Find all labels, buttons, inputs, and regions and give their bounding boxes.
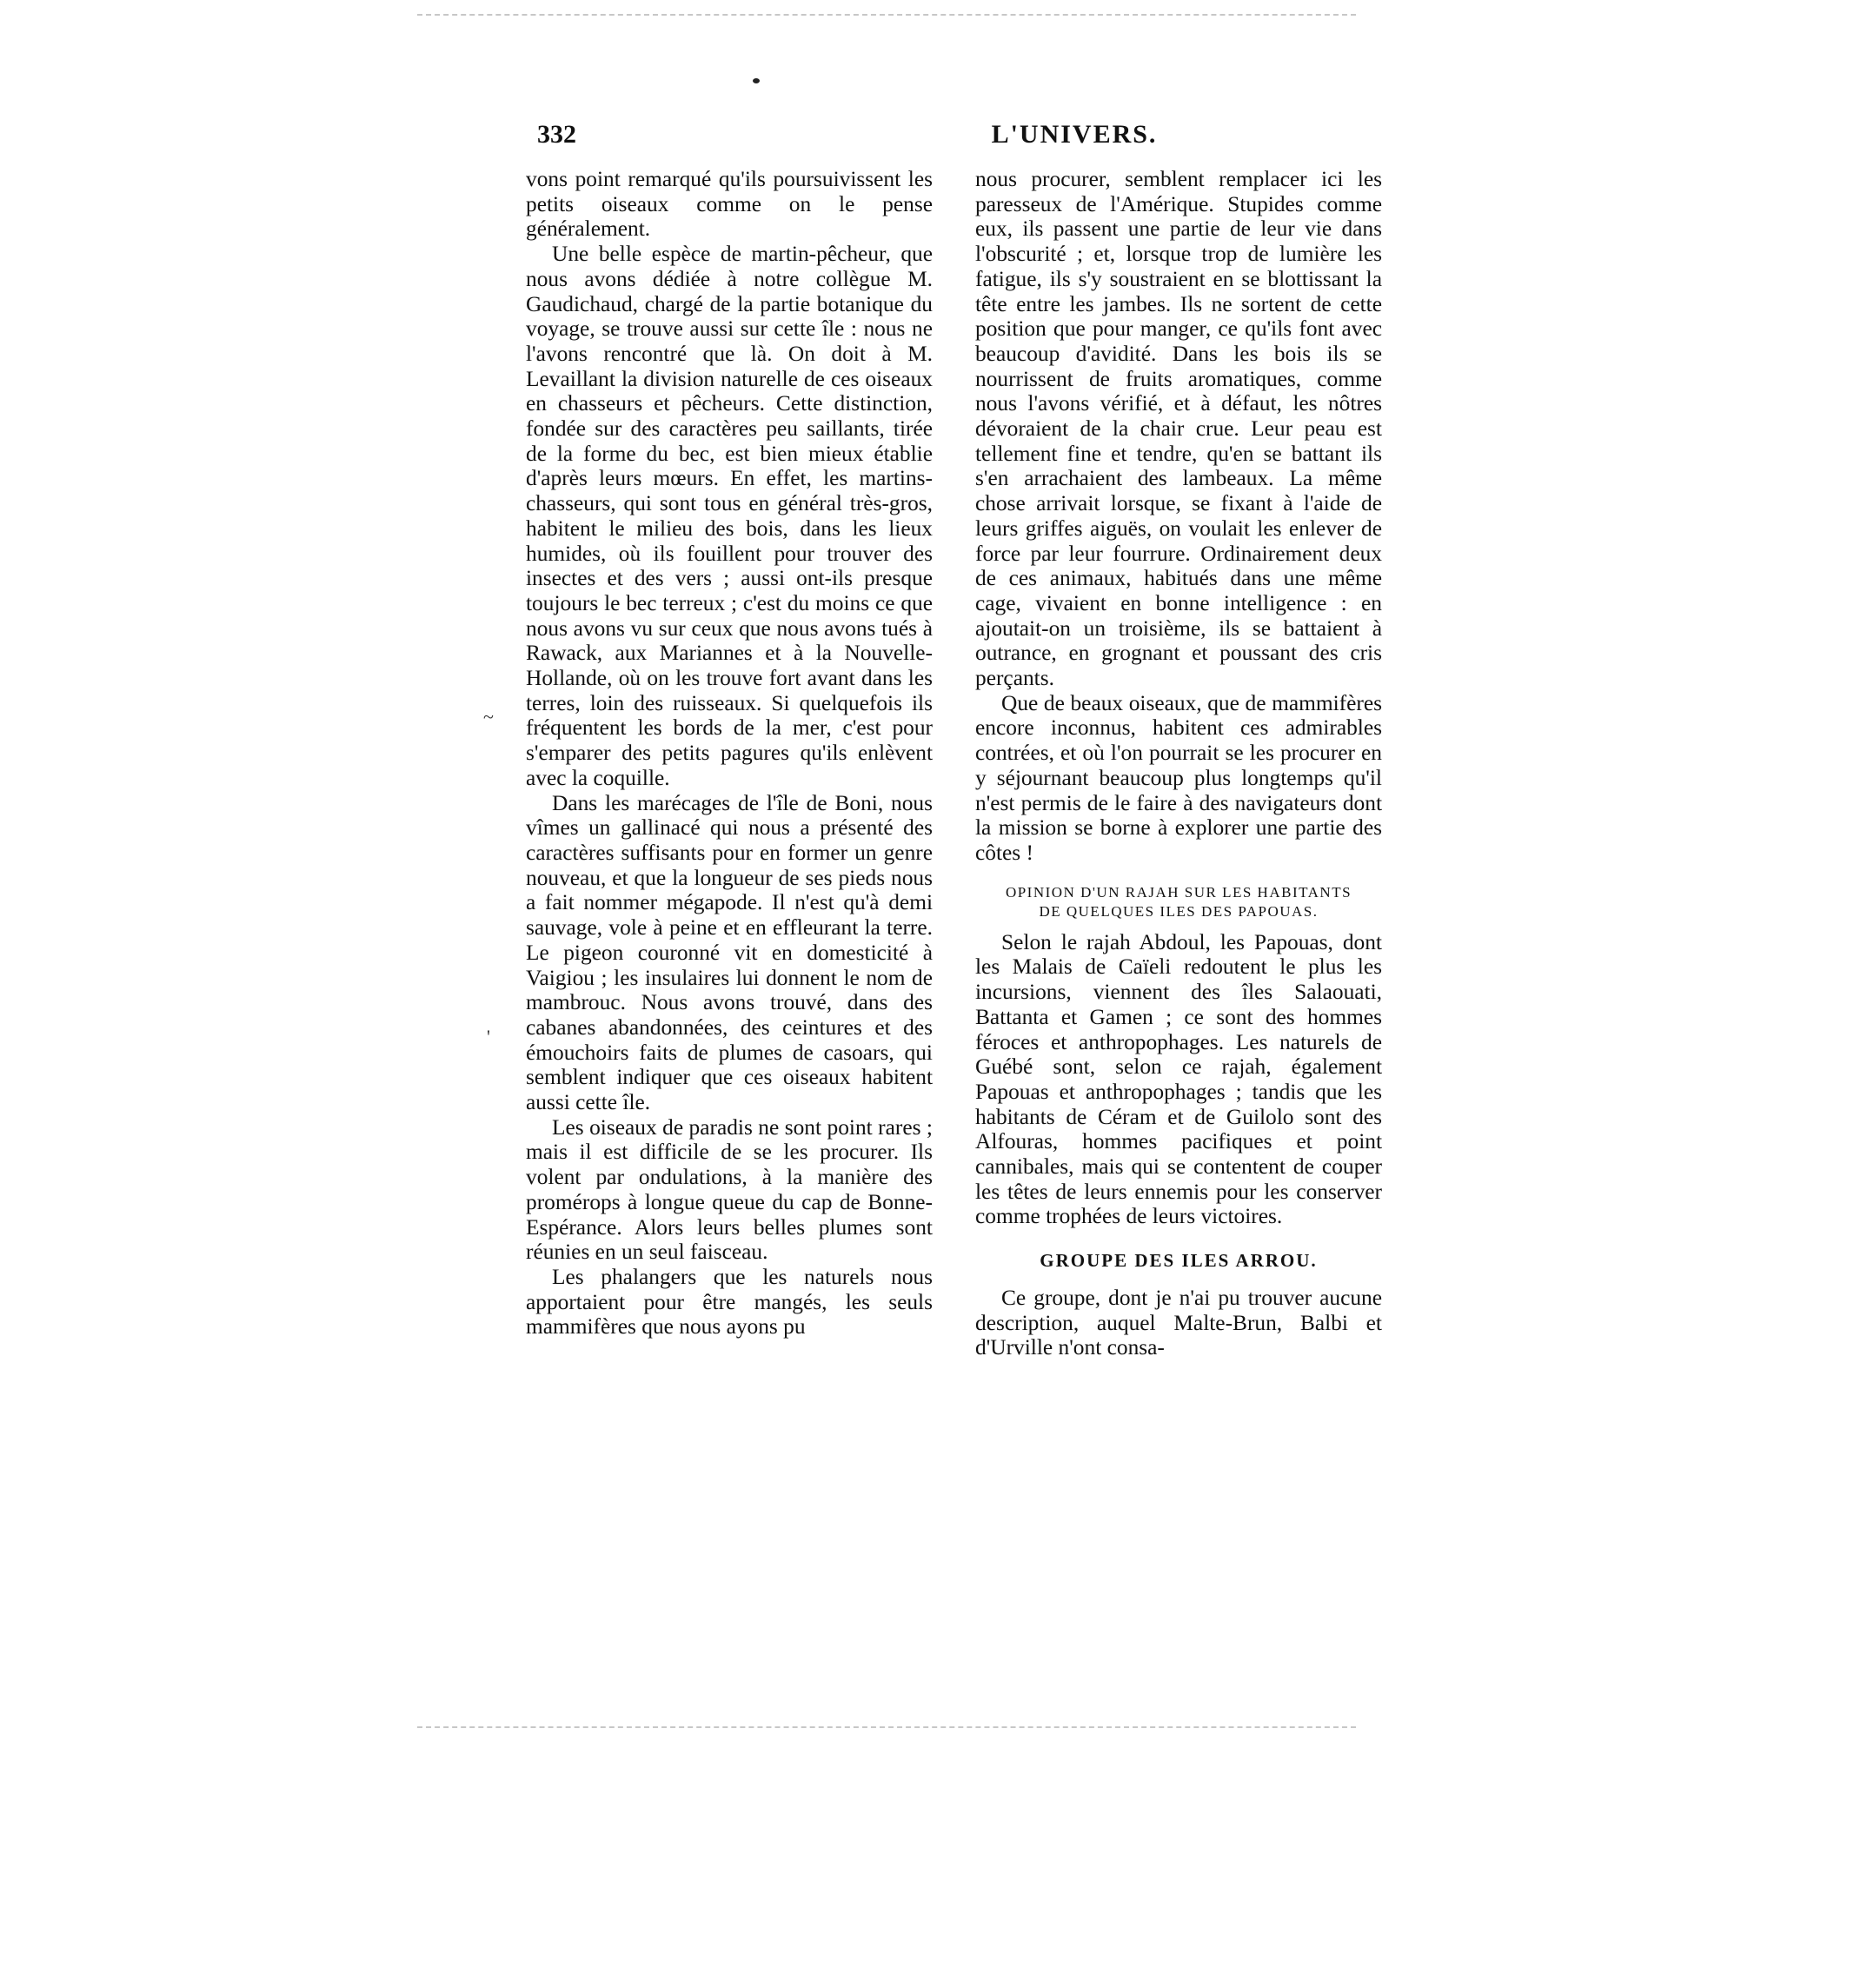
- margin-mark: ': [487, 1026, 490, 1047]
- paragraph: Les oiseaux de paradis ne sont point rares ; mais il est difficile de se les procurer. Ils volent par ondulations, à la manière des promérops à longue queue du cap de Bonne-Espérance. Alors leurs belles plumes sont réunies en un seul faisceau.: [526, 1114, 933, 1265]
- running-title: L'UNIVERS.: [991, 120, 1158, 149]
- section-title: [975, 883, 1382, 921]
- scan-edge-bottom: [417, 1726, 1356, 1728]
- page-header: [537, 120, 1386, 158]
- left-column: [526, 167, 933, 1340]
- paragraph: Une belle espèce de martin-pêcheur, que nous avons dédiée à notre collègue M. Gaudichaud, chargé de la partie botanique du voyage, se trouve aussi sur cette île : nous ne l'avons rencontré que là. On doit à M. Levaillant la division naturelle de ces oiseaux en chasseurs et pêcheurs. Cette distinction, fondée sur des caractères peu saillants, tirée de la forme du bec, est bien mieux établie d'après leurs mœurs. En effet, les martins-chasseurs, qui sont tous en général très-gros, habitent le milieu des bois, dans les lieux humides, où ils fouillent pour trouver des insectes et des vers ; aussi ont-ils presque toujours le bec terreux ; c'est du moins ce que nous avons vu sur ceux que nous avons tués à Rawack, aux Mariannes et à la Nouvelle-Hollande, où on les trouve fort avant dans les terres, loin des ruisseaux. Si quelquefois ils fréquentent les bords de la mer, c'est pour s'emparer des petits pagures qu'ils enlèvent avec la coquille.: [526, 242, 933, 790]
- paragraph: nous procurer, semblent remplacer ici les paresseux de l'Amérique. Stupides comme eux, ils passent une partie de leur vie dans l'obscurité ; et, lorsque trop de lumière les fatigue, ils s'y soustraient en se blottissant la tête entre les jambes. Ils ne sortent de cette position que pour manger, ce qu'ils font avec beaucoup d'avidité. Dans les bois ils se nourrissent de fruits aromatiques, comme nous l'avons vérifié, et à défaut, les nôtres dévoraient de la chair crue. Leur peau est tellement fine et tendre, qu'en se battant ils s'en arrachaient des lambeaux. La même chose arrivait lorsque, se fixant à l'aide de leurs griffes aiguës, on voulait les enlever de force par leur fourrure. Ordinairement deux de ces animaux, habitués dans une même cage, vivaient en bonne intelligence : en ajoutait-on un troisième, ils se battaient à outrance, en grognant et poussant des cris perçants.: [975, 167, 1382, 691]
- paragraph: Selon le rajah Abdoul, les Papouas, dont les Malais de Caïeli redoutent le plus les incursions, viennent des îles Salaouati, Battanta et Gamen ; ce sont des hommes féroces et anthropophages. Les naturels de Guébé sont, selon ce rajah, également Papouas et anthropophages ; tandis que les habitants de Céram et de Guilolo sont des Alfouras, hommes pacifiques et point cannibales, mais qui se contentent de couper les têtes de leurs ennemis pour les conserver comme trophées de leurs victoires.: [975, 929, 1382, 1229]
- ink-speck: [753, 78, 760, 83]
- paragraph: Ce groupe, dont je n'ai pu trouver aucune description, auquel Malte-Brun, Balbi et d'Urville n'ont consa-: [975, 1285, 1382, 1360]
- section-title-line-2: DE QUELQUES ILES DES PAPOUAS.: [1039, 902, 1319, 920]
- paragraph: Dans les marécages de l'île de Boni, nous vîmes un gallinacé qui nous a présenté des caractères suffisants pour en former un genre nouveau, et que la longueur de ses pieds nous a fait nommer mégapode. Il n'est qu'à demi sauvage, vole à peine et en effleurant la terre. Le pigeon couronné vit en domesticité à Vaigiou ; les insulaires lui donnent le nom de mambrouc. Nous avons trouvé, dans des cabanes abandonnées, des ceintures et des émouchoirs faits de plumes de casoars, qui semblent indiquer que ces oiseaux habitent aussi cette île.: [526, 790, 933, 1115]
- margin-mark: ~: [483, 706, 494, 728]
- paragraph: Que de beaux oiseaux, que de mammifères encore inconnus, habitent ces admirables contrées, et où l'on pourrait se les procurer en y séjournant beaucoup plus longtemps qu'il n'est permis de le faire à des navigateurs dont la mission se borne à explorer une partie des côtes !: [975, 690, 1382, 865]
- section-title-line-1: OPINION D'UN RAJAH SUR LES HABITANTS: [1005, 883, 1352, 901]
- paragraph: vons point remarqué qu'ils poursuivissent les petits oiseaux comme on le pense généralement.: [526, 167, 933, 242]
- page-number: 332: [537, 120, 576, 149]
- scan-edge-top: [417, 14, 1356, 16]
- paragraph: Les phalangers que les naturels nous apportaient pour être mangés, les seuls mammifères que nous ayons pu: [526, 1264, 933, 1340]
- right-column: [975, 167, 1382, 1360]
- group-title: GROUPE DES ILES ARROU.: [1040, 1250, 1318, 1272]
